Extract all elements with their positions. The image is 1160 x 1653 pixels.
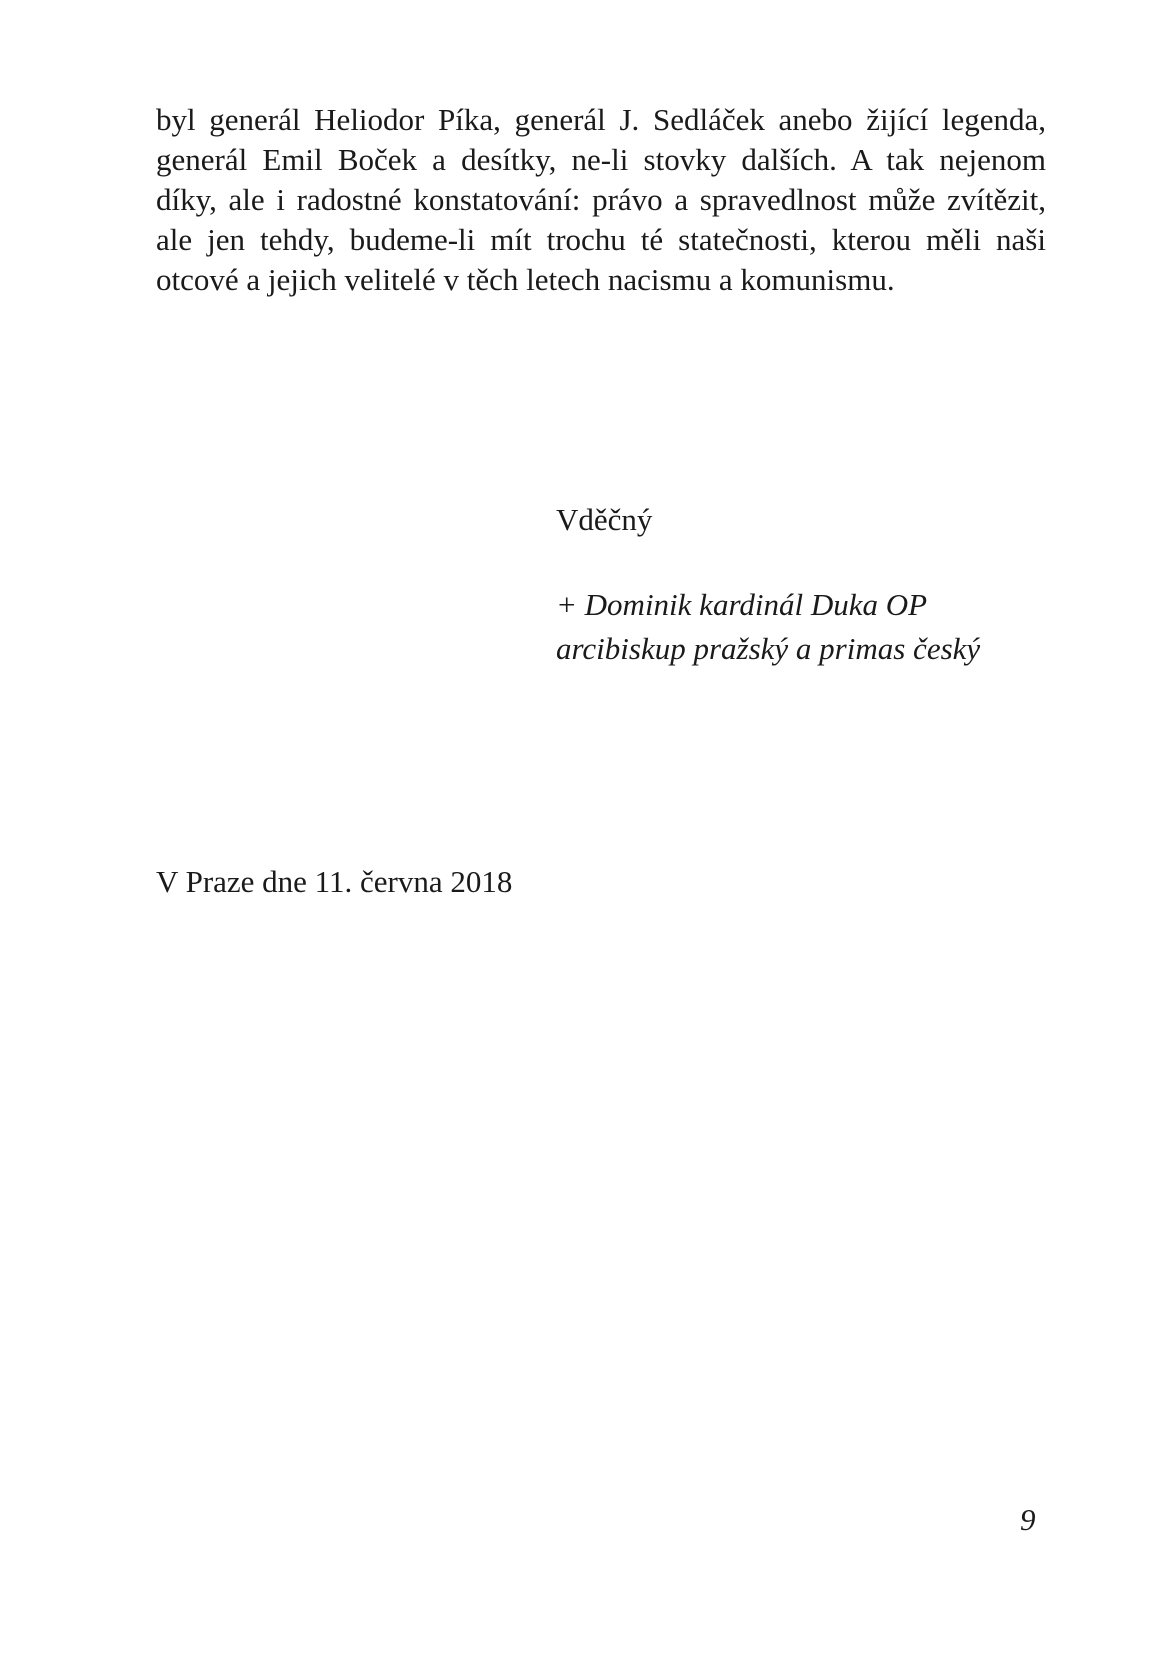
body-line: generál Emil Boček a desítky, ne-li stovky dalších. A tak nejenom xyxy=(156,142,1046,177)
body-line: ale jen tehdy, budeme-li mít trochu té statečnosti, kterou měli naši xyxy=(156,222,1046,257)
signature-block xyxy=(556,583,980,671)
page-number: 9 xyxy=(1020,1502,1036,1537)
signature-title: arcibiskup pražský a primas český xyxy=(556,631,981,666)
body-line: byl generál Heliodor Píka, generál J. Sedláček anebo žijící legenda, xyxy=(156,102,1046,137)
body-paragraph xyxy=(156,100,1046,300)
place-and-date: V Praze dne 11. června 2018 xyxy=(156,864,513,899)
body-line: díky, ale i radostné konstatování: právo a spravedlnost může zvítězit, xyxy=(156,182,1046,217)
signature-name: + Dominik kardinál Duka OP xyxy=(556,587,928,622)
body-line: otcové a jejich velitelé v těch letech nacismu a komunismu. xyxy=(156,262,895,297)
closing-word: Vděčný xyxy=(556,502,653,537)
